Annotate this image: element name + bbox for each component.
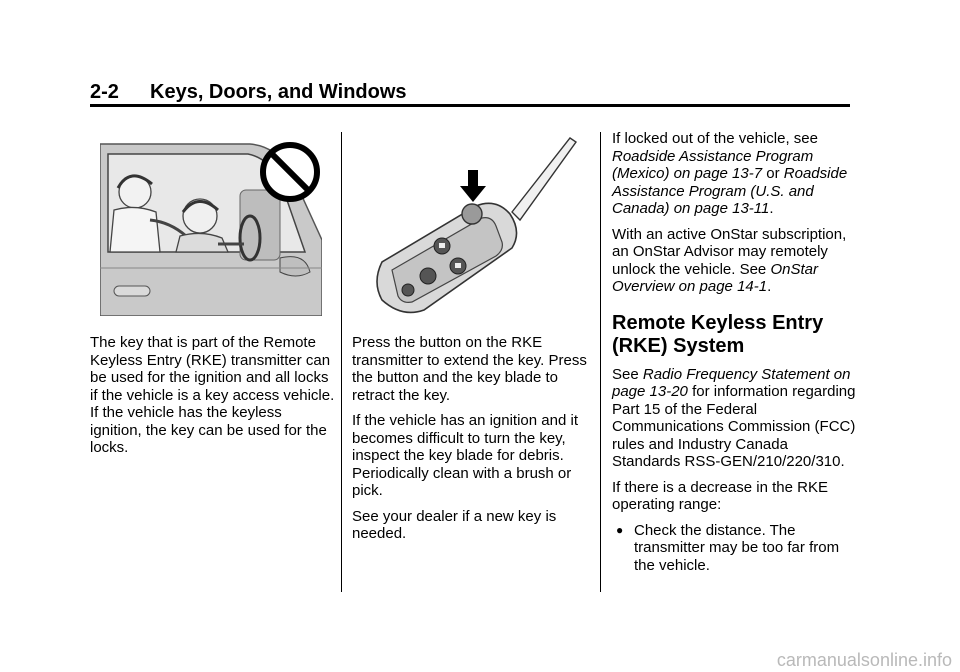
- bullet-text: Check the distance. The transmitter may be too far from the vehicle.: [634, 521, 840, 574]
- roadside-us-canada-link[interactable]: Roadside Assistance Program (U.S. and Canada) on page 13-11: [612, 165, 848, 217]
- column-1-text: [90, 334, 335, 465]
- page-header: [90, 80, 407, 104]
- radio-frequency-link[interactable]: Radio Frequency Statement on page 13-20: [612, 365, 851, 400]
- radio-frequency-paragraph: See Radio Frequency Statement on page 13-20 for information regarding Part 15 of the Federal Communications Commission (FCC) rules and Industry Canada Standards RSS-GEN/210/220/310.: [612, 365, 856, 470]
- new-key-paragraph: See your dealer if a new key is needed.: [352, 507, 557, 542]
- range-decrease-paragraph: If there is a decrease in the RKE operating range:: [612, 478, 828, 513]
- key-ignition-paragraph: The key that is part of the Remote Keyless Entry (RKE) transmitter can be used for the ignition and all locks if the vehicle is a key access vehicle. If the vehicle has the keyless ignition, the key can be used for the locks.: [90, 334, 335, 456]
- children-in-car-illustration: [100, 140, 322, 316]
- page-number: 2-2: [90, 81, 119, 103]
- column-divider-1: [341, 132, 342, 592]
- column-2-text: [352, 334, 592, 551]
- extend-key-paragraph: Press the button on the RKE transmitter to extend the key. Press the button and the key blade to retract the key.: [352, 334, 587, 404]
- key-fob-icon: [362, 132, 580, 320]
- watermark: carmanualsonline.info: [776, 650, 952, 670]
- bullet-dot-icon: ●: [616, 522, 624, 537]
- section-title: Keys, Doors, and Windows: [150, 81, 407, 103]
- bullet-item: [612, 522, 857, 575]
- onstar-paragraph: With an active OnStar subscription, an OnStar Advisor may remotely unlock the vehicle. See OnStar Overview on page 14-1.: [612, 225, 847, 295]
- onstar-overview-link[interactable]: OnStar Overview on page 14-1: [612, 260, 818, 295]
- locked-out-paragraph: If locked out of the vehicle, see Roadside Assistance Program (Mexico) on page 13-7 or Roadside Assistance Program (U.S. and Canada) on page 13-11.: [612, 130, 848, 217]
- header-rule: [90, 104, 850, 107]
- roadside-mexico-link[interactable]: Roadside Assistance Program (Mexico) on page 13-7: [612, 147, 814, 182]
- rke-key-fob-illustration: [362, 132, 580, 320]
- column-divider-2: [600, 132, 601, 592]
- column-3-text: [612, 130, 857, 574]
- ignition-debris-paragraph: If the vehicle has an ignition and it becomes difficult to turn the key, inspect the key blade for debris. Periodically clean with a brush or pick.: [352, 412, 578, 499]
- rke-system-heading: Remote Keyless Entry (RKE) System: [612, 311, 824, 357]
- children-in-car-no-symbol-icon: [100, 140, 322, 316]
